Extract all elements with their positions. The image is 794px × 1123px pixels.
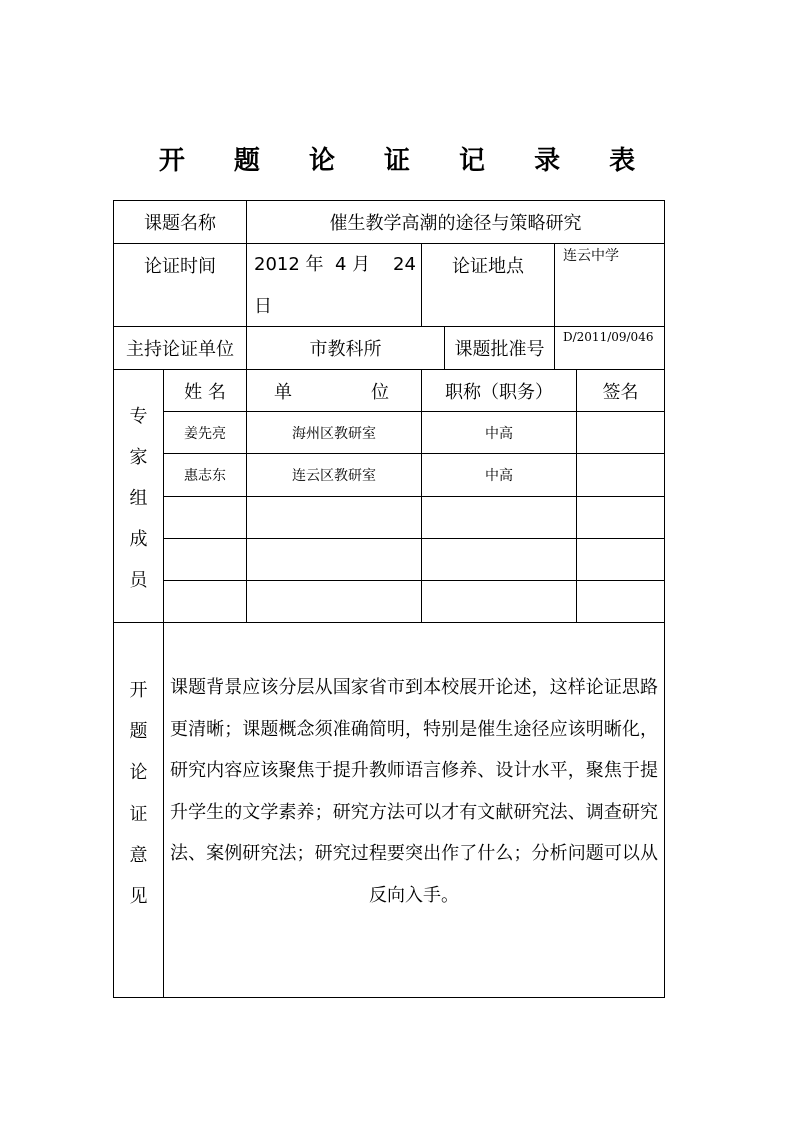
page-title: 开 题 论 证 记 录 表 [158, 146, 656, 176]
time-value-line1: 2012 年 4 月 24 [254, 254, 416, 275]
opinion-label-char: 意 [129, 844, 148, 866]
experts-label-char: 家 [129, 447, 148, 468]
expert-unit [247, 539, 421, 580]
expert-signature [577, 497, 664, 538]
expert-title: 中高 [485, 468, 513, 484]
expert-title: 中高 [485, 425, 513, 442]
rule [554, 243, 555, 326]
experts-label-char: 员 [129, 570, 148, 591]
expert-signature [577, 412, 664, 453]
host-value: 市教科所 [309, 339, 382, 360]
expert-name: 惠志东 [184, 468, 226, 484]
topic-value: 催生教学高潮的途径与策略研究 [329, 213, 582, 234]
expert-unit [247, 497, 421, 538]
rule [554, 326, 555, 369]
expert-unit: 海州区教研室 [292, 425, 376, 442]
header-unit-b: 位 [371, 381, 389, 403]
time-value-line2: 日 [254, 296, 272, 317]
expert-title [422, 581, 576, 622]
experts-label-char: 成 [129, 529, 148, 550]
opinion-section-label [114, 676, 163, 908]
rule [113, 622, 665, 623]
opinion-text: 课题背景应该分层从国家省市到本校展开论述，这样论证思路更清晰；课题概念须准确简明，特别是催生途径应该明晰化，研究内容应该聚焦于提升教师语言修养、设计水平，聚焦于提升学生的文学素养；研究方法可以才有文献研究法、调查研究法、案例研究法；研究过程要突出作了什么；分析问题可以从反向入手。 [170, 677, 658, 906]
expert-name [164, 539, 246, 580]
header-name: 姓 名 [184, 381, 226, 403]
header-unit-a: 单 [274, 381, 292, 403]
expert-unit: 连云区教研室 [292, 468, 376, 484]
experts-label-char: 组 [129, 488, 148, 509]
expert-title [422, 497, 576, 538]
header-signature: 签名 [602, 381, 639, 403]
expert-unit [247, 581, 421, 622]
place-label: 论证地点 [452, 256, 524, 277]
rule [664, 200, 665, 998]
expert-name: 姜先亮 [184, 425, 226, 442]
topic-label: 课题名称 [144, 213, 216, 234]
header-title: 职称（职务） [445, 381, 553, 403]
place-value: 连云中学 [563, 248, 619, 264]
expert-signature [577, 539, 664, 580]
expert-signature [577, 581, 664, 622]
experts-section-label [114, 402, 163, 592]
time-label: 论证时间 [144, 256, 216, 277]
opinion-label-char: 见 [129, 885, 148, 907]
approval-value: D/2011/09/046 [563, 330, 654, 344]
expert-name [164, 497, 246, 538]
experts-label-char: 专 [129, 406, 148, 427]
opinion-label-char: 题 [129, 721, 148, 743]
expert-name [164, 581, 246, 622]
host-label: 主持论证单位 [126, 339, 234, 360]
opinion-label-char: 开 [129, 680, 148, 701]
rule [113, 997, 665, 998]
expert-title [422, 539, 576, 580]
opinion-label-char: 论 [129, 762, 148, 784]
expert-signature [577, 454, 664, 496]
approval-label: 课题批准号 [454, 339, 545, 360]
opinion-label-char: 证 [129, 803, 148, 825]
